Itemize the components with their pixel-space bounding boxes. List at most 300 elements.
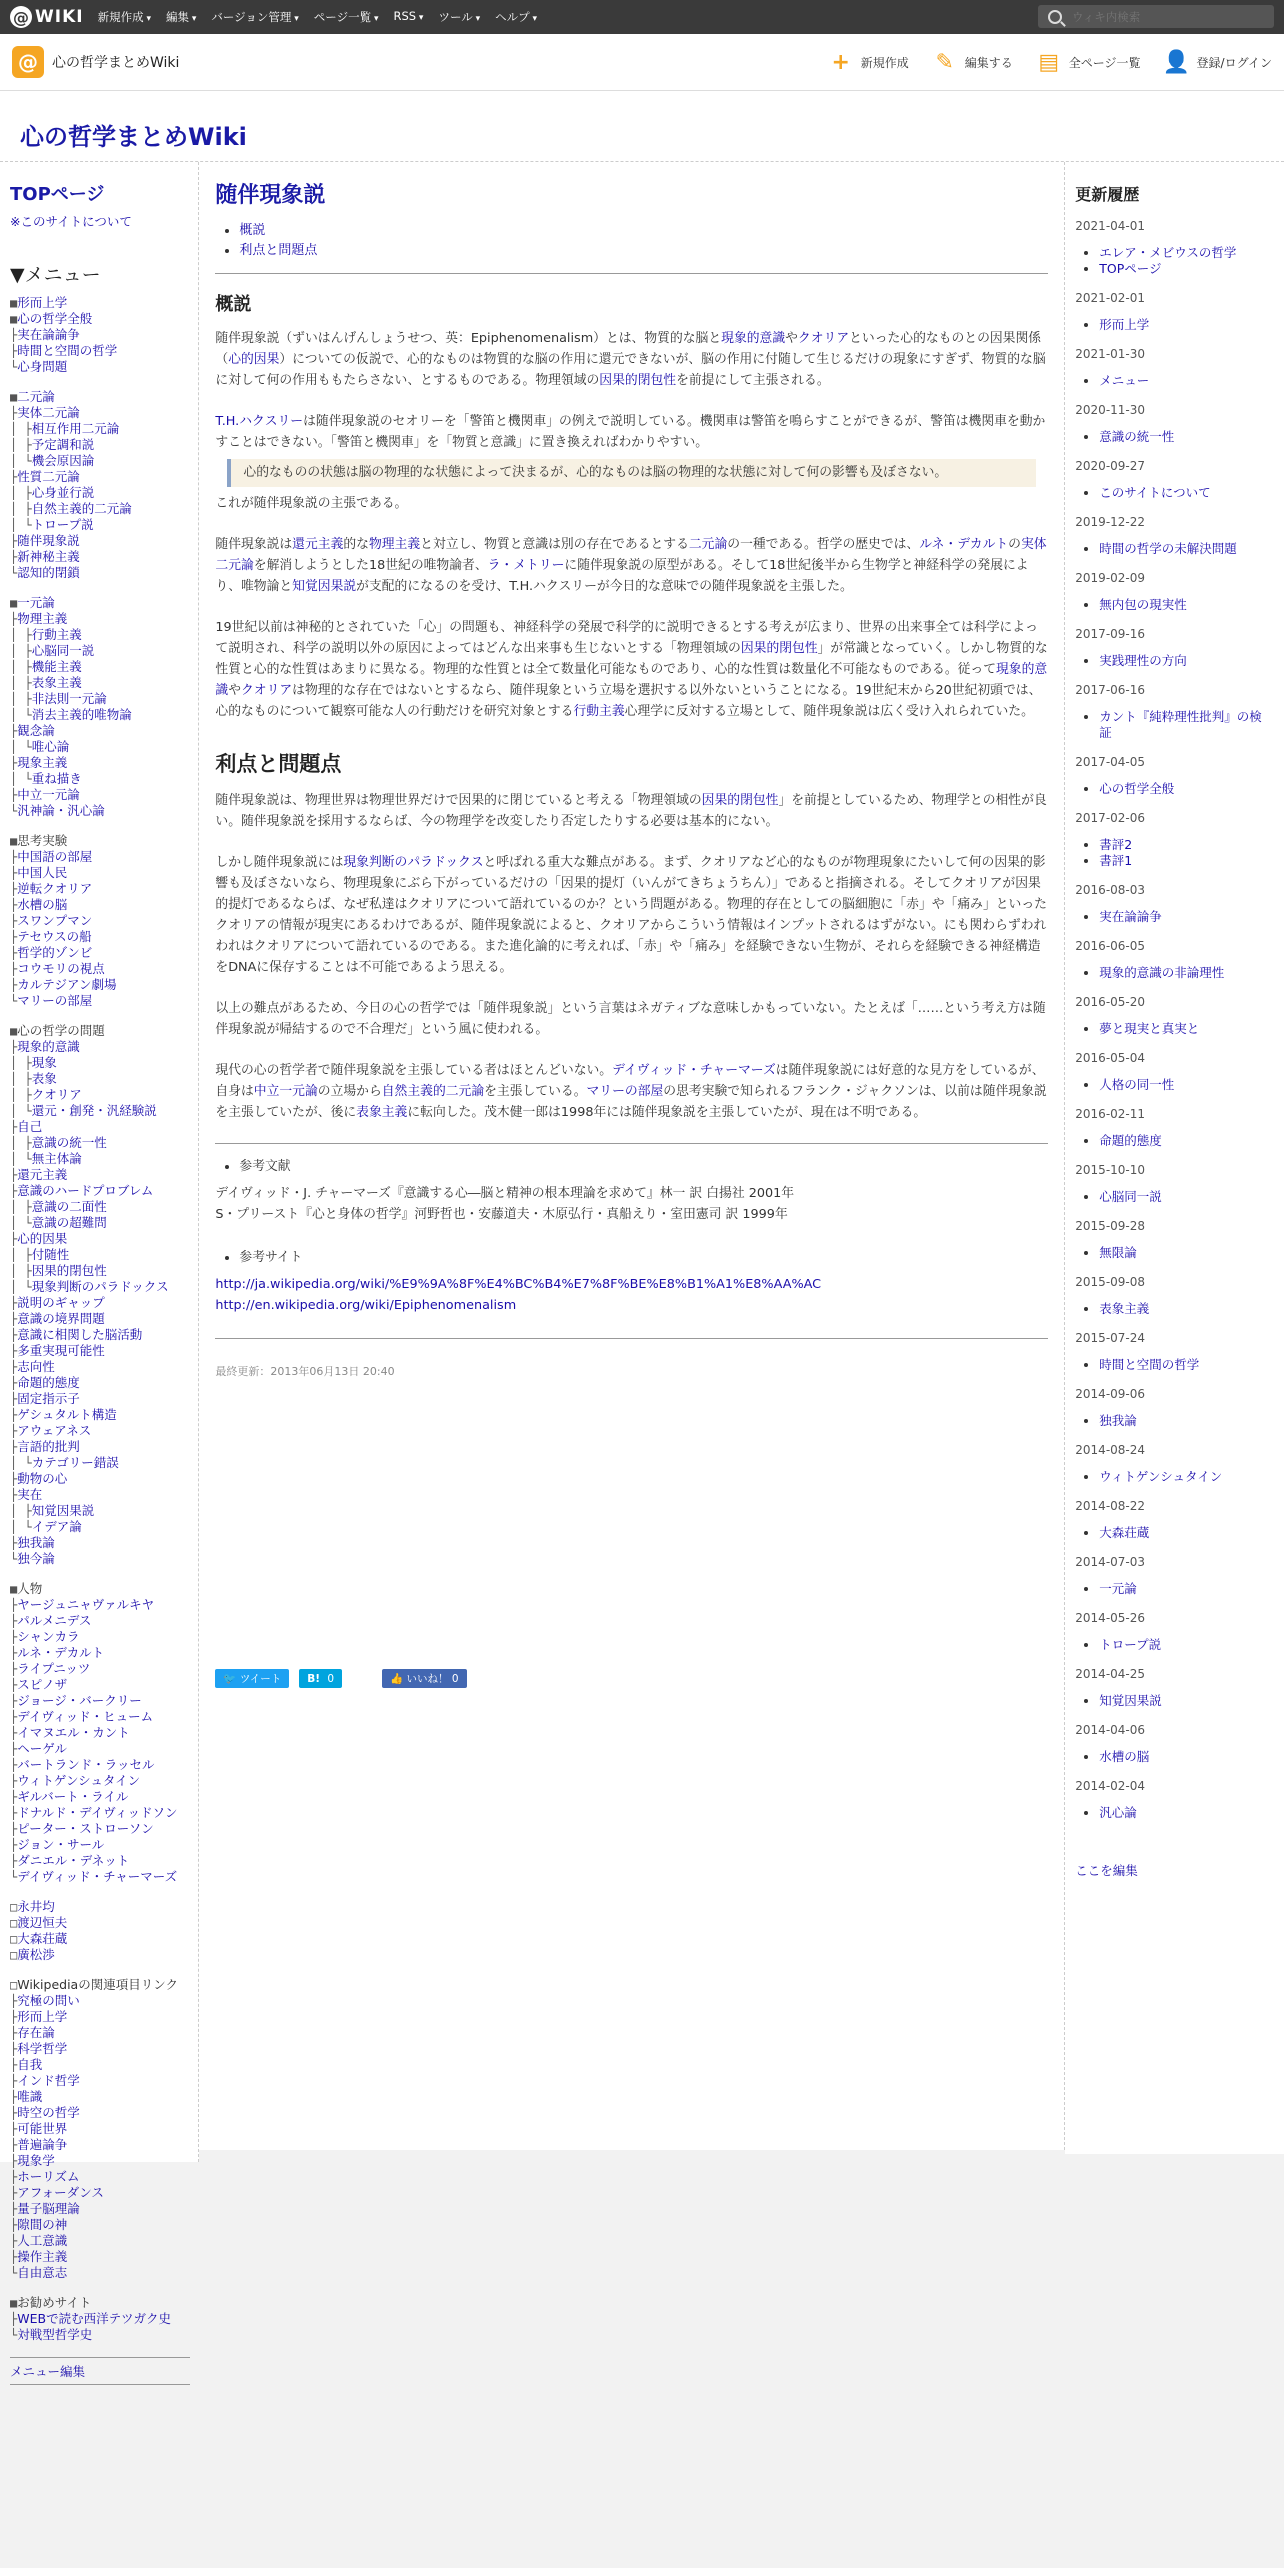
menu-item	[10, 1471, 190, 1487]
menu-link[interactable]: 還元・創発・汎経験説	[31, 1103, 157, 1118]
history-link[interactable]: 時間と空間の哲学	[1099, 1357, 1200, 1372]
menu-link[interactable]: ダニエル・デネット	[17, 1853, 130, 1868]
external-link[interactable]: http://ja.wikipedia.org/wiki/%E9%9A%8F%E4%BC%B4%E7%8F%BE%E8%B1%A1%E8%AA%AC	[215, 1277, 822, 1292]
menu-link[interactable]: 実在論論争	[17, 327, 80, 342]
action-button[interactable]	[935, 49, 1013, 75]
menu-link[interactable]: 多重実現可能性	[17, 1343, 105, 1358]
menu-link[interactable]: カルテジアン劇場	[17, 977, 117, 992]
menu-link[interactable]: テセウスの船	[17, 929, 92, 944]
external-link[interactable]: http://en.wikipedia.org/wiki/Epiphenomenalism	[215, 1298, 517, 1313]
history-link[interactable]: メニュー	[1099, 373, 1150, 388]
history-link[interactable]: 心脳同一説	[1099, 1189, 1162, 1204]
menu-item	[10, 2073, 190, 2089]
tree-prefix: ■	[10, 1024, 18, 1038]
menu-item	[10, 1741, 190, 1757]
menu-link[interactable]: ウィトゲンシュタイン	[17, 1773, 141, 1788]
references	[215, 1156, 1048, 1316]
menu-link[interactable]: 意識のハードプロブレム	[17, 1183, 154, 1198]
divider	[215, 1143, 1048, 1144]
menu-item	[10, 707, 190, 723]
menu-item	[10, 469, 190, 485]
link[interactable]: 知覚因果説	[292, 579, 357, 594]
site-logo-icon[interactable]: @	[12, 46, 44, 78]
menu-link[interactable]: アウェアネス	[17, 1423, 92, 1438]
history-item	[1099, 429, 1272, 445]
history-item	[1099, 373, 1272, 389]
history-link[interactable]: 無内包の現実性	[1099, 597, 1187, 612]
menu-link[interactable]: スワンプマン	[17, 913, 93, 928]
history-item	[1099, 1021, 1272, 1037]
history-link[interactable]: 水槽の脳	[1099, 1749, 1150, 1764]
update-history	[1075, 219, 1272, 1821]
link[interactable]: 因果的閉包性	[740, 641, 818, 656]
menu-link[interactable]: ドナルド・デイヴィッドソン	[17, 1805, 178, 1820]
history-link[interactable]: このサイトについて	[1099, 485, 1211, 500]
document-icon: ▤	[1038, 49, 1060, 75]
menu-link[interactable]: 渡辺恒夫	[17, 1915, 68, 1930]
menu-link[interactable]: 普遍論争	[17, 2137, 68, 2152]
history-list	[1099, 1413, 1272, 1429]
history-date: 2014-07-03	[1075, 1555, 1146, 1569]
history-list	[1099, 837, 1272, 869]
menu-item	[10, 1039, 190, 1055]
menu-item	[10, 327, 190, 343]
tree-prefix: │ ├	[10, 644, 32, 658]
history-link[interactable]: 汎心論	[1099, 1805, 1137, 1820]
menu-link[interactable]: 意識に相関した脳活動	[17, 1327, 143, 1342]
menu-link[interactable]: 唯識	[17, 2089, 43, 2104]
menu-item	[10, 1295, 190, 1311]
menu-item	[10, 1055, 190, 1071]
tree-prefix: ├	[10, 470, 18, 484]
menu-link[interactable]: 心身並行説	[31, 485, 95, 500]
history-link[interactable]: 形而上学	[1099, 317, 1150, 332]
menu-link[interactable]: 還元主義	[17, 1167, 68, 1182]
menu-link[interactable]: インド哲学	[17, 2073, 80, 2088]
history-date: 2017-09-16	[1075, 627, 1146, 641]
history-list	[1099, 1357, 1272, 1373]
menu-link[interactable]: 実在	[17, 1487, 43, 1502]
menu-link[interactable]: 表象主義	[31, 675, 82, 690]
menu-link[interactable]: ライプニッツ	[17, 1661, 91, 1676]
menu-item	[10, 1645, 190, 1661]
menu-item	[10, 2295, 190, 2311]
menu-link[interactable]: 形而上学	[17, 2009, 68, 2024]
menu-link[interactable]: シャンカラ	[17, 1629, 80, 1644]
menu-group-heading: お勧めサイト	[17, 2295, 92, 2310]
menu-link[interactable]: 意識の二面性	[31, 1199, 107, 1214]
menu-link[interactable]: コウモリの視点	[17, 961, 105, 976]
menu-group-heading: Wikipediaの関連項目リンク	[17, 1977, 178, 1992]
menu-link[interactable]: 命題的態度	[17, 1375, 80, 1390]
toc-link[interactable]: 概説	[239, 223, 266, 238]
menu-link[interactable]: 量子脳理論	[17, 2201, 80, 2216]
tree-prefix: ├	[10, 2154, 18, 2168]
menu-item	[10, 295, 190, 311]
menu-link[interactable]: 中国語の部屋	[17, 849, 93, 864]
menu-link[interactable]: 機能主義	[31, 659, 82, 674]
history-link[interactable]: 命題的態度	[1099, 1133, 1162, 1148]
top-menu-item[interactable]: 新規作成 ▾	[98, 9, 151, 25]
menu-link[interactable]: パルメニデス	[17, 1613, 92, 1628]
wiki-logo[interactable]	[10, 6, 84, 28]
edit-here-link[interactable]: ここを編集	[1075, 1863, 1138, 1878]
menu-item	[10, 1183, 190, 1199]
menu-link[interactable]: 唯心論	[31, 739, 70, 754]
link[interactable]: クオリア	[240, 683, 293, 698]
action-label: 新規作成	[860, 55, 909, 70]
about-link[interactable]: ※このサイトについて	[10, 214, 132, 229]
menu-item	[10, 565, 190, 581]
menu-link[interactable]: 非法則一元論	[31, 691, 107, 706]
history-link[interactable]: エレア・メビウスの哲学	[1099, 245, 1237, 260]
menu-link[interactable]: 独我論	[17, 1535, 55, 1550]
menu-link[interactable]: 自由意志	[17, 2265, 68, 2280]
menu-item	[10, 977, 190, 993]
menu-link[interactable]: バートランド・ラッセル	[17, 1757, 155, 1772]
menu-link[interactable]: 志向性	[17, 1359, 55, 1374]
menu-item	[10, 1439, 190, 1455]
history-link[interactable]: 書評1	[1099, 853, 1133, 868]
history-link[interactable]: カント『純粋理性批判』の検証	[1099, 709, 1262, 740]
history-date: 2016-05-20	[1075, 995, 1146, 1009]
menu-item	[10, 1359, 190, 1375]
top-menu-item[interactable]: RSS ▾	[393, 9, 423, 25]
link[interactable]: 因果的閉包性	[599, 373, 677, 388]
menu-link[interactable]: 水槽の脳	[17, 897, 68, 912]
history-link[interactable]: 心の哲学全般	[1099, 781, 1175, 796]
menu-link[interactable]: 意識の境界問題	[17, 1311, 105, 1326]
tree-prefix: ├	[10, 2234, 18, 2248]
search-input[interactable]	[1070, 9, 1254, 25]
history-date: 2021-02-01	[1075, 291, 1146, 305]
tree-prefix: □	[10, 1932, 18, 1946]
history-link[interactable]: 意識の統一性	[1099, 429, 1175, 444]
tree-prefix: ├	[10, 1822, 18, 1836]
history-link[interactable]: 無限論	[1099, 1245, 1137, 1260]
menu-item	[10, 1661, 190, 1677]
menu-link[interactable]: 認知的閉鎖	[17, 565, 80, 580]
tree-prefix: │ ├	[10, 1504, 32, 1518]
menu-item	[10, 2249, 190, 2265]
history-link[interactable]: 知覚因果説	[1099, 1693, 1162, 1708]
history-link[interactable]: トロープ説	[1099, 1637, 1162, 1652]
history-link[interactable]: 人格の同一性	[1099, 1077, 1175, 1092]
link[interactable]: 中立一元論	[253, 1084, 318, 1099]
sites-label: • 参考サイト	[239, 1247, 1048, 1268]
site-name[interactable]: 心の哲学まとめWiki	[52, 55, 180, 71]
toc-link[interactable]: 利点と問題点	[239, 243, 318, 258]
menu-link[interactable]: 大森荘蔵	[17, 1931, 68, 1946]
menu-link[interactable]: 性質二元論	[17, 469, 80, 484]
action-button[interactable]	[1162, 49, 1272, 75]
menu-link[interactable]: ゲシュタルト構造	[17, 1407, 117, 1422]
menu-link[interactable]: 存在論	[17, 2025, 55, 2040]
site-item	[215, 1274, 1048, 1295]
link[interactable]: 現象判断のパラドックス	[343, 855, 484, 870]
menu-link[interactable]: 心身問題	[17, 359, 68, 374]
history-date: 2014-05-26	[1075, 1611, 1146, 1625]
link[interactable]: 心的因果	[228, 352, 280, 367]
menu-link[interactable]: 隙間の神	[17, 2217, 68, 2232]
menu-link[interactable]: カテゴリー錯誤	[31, 1455, 119, 1470]
menu-link[interactable]: 観念論	[17, 723, 55, 738]
link[interactable]: ルネ・デカルト	[919, 537, 1009, 552]
menu-edit-link[interactable]: メニュー編集	[10, 2364, 86, 2379]
menu-link[interactable]: 実体二元論	[17, 405, 80, 420]
menu-link[interactable]: 中国人民	[17, 865, 68, 880]
history-item	[1099, 1693, 1272, 1709]
link[interactable]: 還元主義	[292, 537, 344, 552]
menu-item	[10, 1247, 190, 1263]
menu-link[interactable]: トロープ説	[31, 517, 94, 532]
history-link[interactable]: 時間の哲学の未解決問題	[1099, 541, 1237, 556]
tree-prefix: │ ├	[10, 628, 32, 642]
menu-link[interactable]: 現象判断のパラドックス	[31, 1279, 169, 1294]
menu-item	[10, 1915, 190, 1931]
link[interactable]: 表象主義	[356, 1105, 408, 1120]
menu-link[interactable]: 意識の統一性	[31, 1135, 107, 1150]
tree-prefix: ├	[10, 866, 18, 880]
menu-link[interactable]: 独今論	[17, 1551, 55, 1566]
menu-link[interactable]: 一元論	[17, 595, 55, 610]
menu-link[interactable]: 時間と空間の哲学	[17, 343, 118, 358]
menu-link[interactable]: 随伴現象説	[17, 533, 80, 548]
history-link[interactable]: 実在論論争	[1099, 909, 1162, 924]
history-link[interactable]: 表象主義	[1099, 1301, 1150, 1316]
menu-link[interactable]: アフォーダンス	[17, 2185, 104, 2200]
menu-link[interactable]: 時空の哲学	[17, 2105, 80, 2120]
history-link[interactable]: 夢と現実と真実と	[1099, 1021, 1200, 1036]
menu-link[interactable]: 可能世界	[17, 2121, 68, 2136]
tree-prefix: ├	[10, 1838, 18, 1852]
menu-link[interactable]: 意識の超難問	[31, 1215, 107, 1230]
link[interactable]: 現象的意識	[215, 662, 1048, 698]
menu-link[interactable]: 説明のギャップ	[17, 1295, 105, 1310]
tree-prefix: ├	[10, 1424, 18, 1438]
menu-link[interactable]: 新神秘主義	[17, 549, 80, 564]
link[interactable]: デイヴィッド・チャーマーズ	[612, 1063, 776, 1078]
link[interactable]: 実体二元論	[215, 537, 1047, 573]
link[interactable]: ラ・メトリー	[487, 558, 565, 573]
menu-link[interactable]: 機会原因論	[31, 453, 95, 468]
tree-prefix: ■	[10, 296, 18, 310]
top-menu-item[interactable]: ツール ▾	[438, 9, 480, 25]
link[interactable]: 現象的意識	[721, 331, 786, 346]
menu-link[interactable]: 現象主義	[17, 755, 68, 770]
tree-prefix: └	[10, 2266, 18, 2280]
menu-link[interactable]: 対戦型哲学史	[17, 2327, 93, 2342]
link[interactable]: 物理主義	[368, 537, 421, 552]
history-link[interactable]: 独我論	[1099, 1413, 1137, 1428]
menu-link[interactable]: イマヌエル・カント	[17, 1725, 130, 1740]
menu-link[interactable]: 心脳同一説	[31, 643, 95, 658]
menu-link[interactable]: 哲学的ゾンビ	[17, 945, 93, 960]
hatena-bookmark-button[interactable]: B! 0	[299, 1669, 342, 1688]
top-page-link[interactable]: TOPページ	[10, 184, 105, 205]
menu-item	[10, 803, 190, 819]
link[interactable]: T.H.ハクスリー	[215, 414, 304, 429]
top-menu-item[interactable]: 編集 ▾	[166, 9, 196, 25]
tree-prefix: ├	[10, 1614, 18, 1628]
tree-prefix: ├	[10, 1040, 18, 1054]
menu-group	[10, 295, 190, 375]
history-link[interactable]: ウィトゲンシュタイン	[1099, 1469, 1223, 1484]
menu-link[interactable]: 無主体論	[31, 1151, 82, 1166]
menu-link[interactable]: 物理主義	[17, 611, 68, 626]
menu-item	[10, 945, 190, 961]
menu-link[interactable]: 心的因果	[17, 1231, 68, 1246]
tree-prefix: └	[10, 566, 18, 580]
top-menu-item[interactable]: バージョン管理 ▾	[211, 9, 298, 25]
tree-prefix: ├	[10, 328, 18, 342]
menu-item	[10, 881, 190, 897]
menu-link[interactable]: マリーの部屋	[17, 993, 93, 1008]
menu-link[interactable]: ヘーゲル	[17, 1741, 67, 1756]
menu-item	[10, 1215, 190, 1231]
menu-link[interactable]: イデア論	[31, 1519, 82, 1534]
menu-link[interactable]: 自我	[17, 2057, 43, 2072]
history-item	[1099, 1637, 1272, 1653]
social-buttons	[215, 1669, 1048, 1688]
menu-link[interactable]: 永井均	[17, 1899, 55, 1914]
menu-link[interactable]: 相互作用二元論	[31, 421, 120, 436]
history-list	[1099, 1469, 1272, 1485]
page-title[interactable]: 随伴現象説	[215, 183, 326, 208]
wiki-title[interactable]: 心の哲学まとめWiki	[20, 123, 247, 151]
menu-link[interactable]: 操作主義	[17, 2249, 68, 2264]
tree-prefix: ├	[10, 1806, 18, 1820]
history-list	[1099, 1749, 1272, 1765]
tree-prefix: ├	[10, 914, 18, 928]
menu-item	[10, 501, 190, 517]
menu-item	[10, 1423, 190, 1439]
menu-link[interactable]: 科学哲学	[17, 2041, 68, 2056]
history-link[interactable]: 一元論	[1099, 1581, 1137, 1596]
tree-prefix: ├	[10, 962, 18, 976]
menu-item	[10, 1391, 190, 1407]
menu-item	[10, 723, 190, 739]
menu-link[interactable]: デイヴィッド・ヒューム	[17, 1709, 154, 1724]
menu-link[interactable]: 表象	[31, 1071, 57, 1086]
action-button[interactable]	[831, 49, 909, 75]
menu-link[interactable]: 心の哲学全般	[17, 311, 93, 326]
tree-prefix: ├	[10, 1232, 18, 1246]
reference-list	[215, 1183, 1048, 1225]
history-link[interactable]: 大森荘蔵	[1099, 1525, 1150, 1540]
menu-link[interactable]: 二元論	[17, 389, 55, 404]
history-link[interactable]: 実践理性の方向	[1099, 653, 1187, 668]
link[interactable]: 二元論	[688, 537, 728, 552]
menu-link[interactable]: 汎神論・汎心論	[17, 803, 105, 818]
tree-prefix: │ ├	[10, 1136, 32, 1150]
menu-link[interactable]: 行動主義	[31, 627, 82, 642]
menu-link[interactable]: 動物の心	[17, 1471, 68, 1486]
history-link[interactable]: TOPページ	[1099, 261, 1162, 276]
menu-link[interactable]: 固定指示子	[17, 1391, 80, 1406]
action-button[interactable]	[1038, 49, 1141, 75]
menu-link[interactable]: ホーリズム	[17, 2169, 80, 2184]
menu-link[interactable]: ジョージ・バークリー	[17, 1693, 142, 1708]
menu-link[interactable]: 因果的閉包性	[31, 1263, 107, 1278]
menu-link[interactable]: 現象	[31, 1055, 57, 1070]
menu-item	[10, 2233, 190, 2249]
menu-item	[10, 739, 190, 755]
top-menu-item[interactable]: ページ一覧 ▾	[314, 9, 379, 25]
facebook-like-button[interactable]: 👍 いいね！ 0	[382, 1669, 466, 1688]
menu-link[interactable]: 予定調和説	[31, 437, 95, 452]
tweet-button[interactable]: 🐦 ツイート	[215, 1669, 289, 1688]
menu-link[interactable]: デイヴィッド・チャーマーズ	[17, 1869, 178, 1884]
plus-icon: +	[831, 49, 850, 75]
tree-prefix: ├	[10, 406, 18, 420]
menu-link[interactable]: 廣松渉	[17, 1947, 55, 1962]
menu-group	[10, 595, 190, 819]
tree-prefix: ├	[10, 2170, 18, 2184]
menu-link[interactable]: 逆転クオリア	[17, 881, 93, 896]
top-menu-item[interactable]: ヘルプ ▾	[495, 9, 537, 25]
history-item	[1099, 317, 1272, 333]
menu-link[interactable]: 中立一元論	[17, 787, 80, 802]
menu-link[interactable]: 消去主義的唯物論	[31, 707, 132, 722]
menu-group-heading: 心の哲学の問題	[17, 1023, 105, 1038]
menu-link[interactable]: ルネ・デカルト	[17, 1645, 105, 1660]
menu-link[interactable]: WEBで読む西洋テツガク史	[17, 2311, 171, 2326]
menu-link[interactable]: スピノザ	[17, 1677, 68, 1692]
menu-link[interactable]: 重ね描き	[31, 771, 82, 786]
history-item	[1099, 1749, 1272, 1765]
history-item	[1099, 541, 1272, 557]
menu-link[interactable]: 現象的意識	[17, 1039, 80, 1054]
menu-item	[10, 2265, 190, 2281]
menu-link[interactable]: 形而上学	[17, 295, 68, 310]
menu-link[interactable]: ヤージュニャヴァルキヤ	[17, 1597, 155, 1612]
menu-link[interactable]: 言語的批判	[17, 1439, 80, 1454]
menu-link[interactable]: 付随性	[31, 1247, 70, 1262]
history-list	[1099, 1133, 1272, 1149]
history-link[interactable]: 書評2	[1099, 837, 1133, 852]
tree-prefix: ├	[10, 1694, 18, 1708]
menu-link[interactable]: 自己	[17, 1119, 43, 1134]
history-list	[1099, 485, 1272, 501]
menu-item	[10, 1487, 190, 1503]
tree-prefix: │ ├	[10, 1072, 32, 1086]
menu-link[interactable]: 人工意識	[17, 2233, 68, 2248]
link[interactable]: 因果的閉包性	[701, 793, 779, 808]
search-icon[interactable]	[1048, 10, 1062, 24]
history-link[interactable]: 現象的意識の非論理性	[1099, 965, 1225, 980]
link[interactable]: クオリア	[797, 331, 850, 346]
tree-prefix: ├	[10, 2186, 18, 2200]
link[interactable]: マリーの部屋	[586, 1084, 664, 1099]
history-item	[1099, 245, 1272, 261]
menu-link[interactable]: クオリア	[31, 1087, 82, 1102]
menu-item	[10, 2121, 190, 2137]
tree-prefix: ├	[10, 1678, 18, 1692]
menu-link[interactable]: 究極の問い	[17, 1993, 80, 2008]
link[interactable]: 自然主義的二元論	[381, 1084, 485, 1099]
tree-prefix: ├	[10, 2090, 18, 2104]
menu-link[interactable]: 知覚因果説	[31, 1503, 95, 1518]
menu-group	[10, 1977, 190, 2281]
menu-link[interactable]: ジョン・サール	[17, 1837, 105, 1852]
menu-link[interactable]: ギルバート・ライル	[17, 1789, 129, 1804]
menu-link[interactable]: ピーター・ストローソン	[17, 1821, 154, 1836]
menu-link[interactable]: 現象学	[17, 2153, 55, 2168]
menu-link[interactable]: 自然主義的二元論	[31, 501, 132, 516]
link[interactable]: 行動主義	[573, 704, 625, 719]
menu-item	[10, 1551, 190, 1567]
